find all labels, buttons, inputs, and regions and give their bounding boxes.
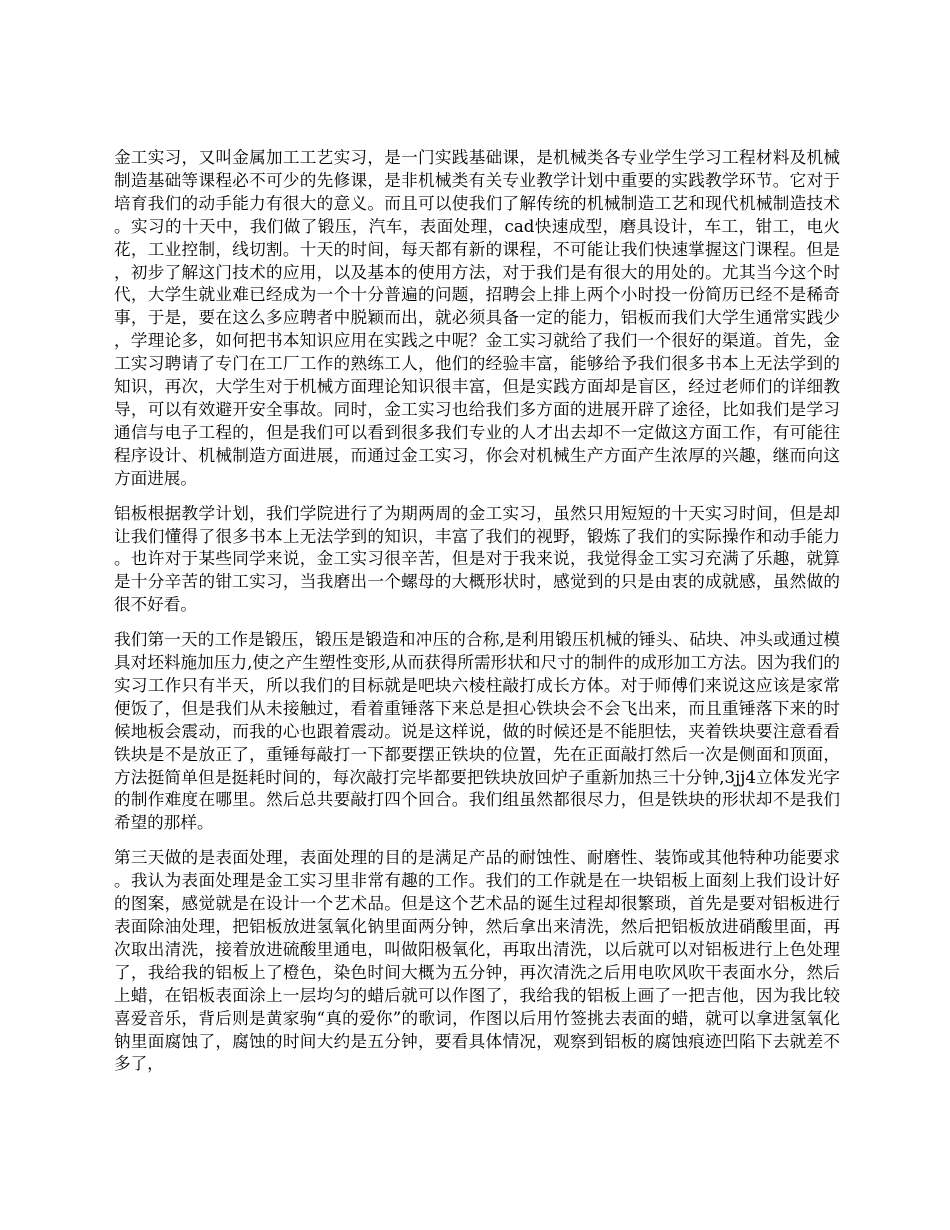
paragraph-forging: 我们第一天的工作是锻压，锻压是锻造和冲压的合称,是利用锻压机械的锤头、砧块、冲头或通过模具对坯料施加压力,使之产生塑性变形,从而获得所需形状和尺寸的制件的成形加工方法。因为我们的实习工作只有半天，所以我们的目标就是吧块六棱柱敲打成长方体。对于师傅们来说这应该是家常便饭了，但是我们从未接触过，看着重锤落下来总是担心铁块会不会飞出来，而且重锤落下来的时候地板会震动，而我的心也跟着震动。说是这样说，做的时候还是不能胆怯，夹着铁块要注意看看铁块是不是放正了，重锤每敲打一下都要摆正铁块的位置，先在正面敲打然后一次是侧面和顶面，方法挺简单但是挺耗时间的，每次敲打完毕都要把铁块放回炉子重新加热三十分钟,3jj4立体发光字的制作难度在哪里。然后总共要敲打四个回合。我们组虽然都很尽力，但是铁块的形状却不是我们希望的那样。: [114, 630, 840, 833]
paragraph-surface-treatment: 第三天做的是表面处理，表面处理的目的是满足产品的耐蚀性、耐磨性、装饰或其他特种功能要求。我认为表面处理是金工实习里非常有趣的工作。我们的工作就是在一块铝板上面刻上我们设计好的图案，感觉就是在设计一个艺术品。但是这个艺术品的诞生过程却很繁琐，首先是要对铝板进行表面除油处理，把铝板放进氢氧化钠里面两分钟，然后拿出来清洗，然后把铝板放进硝酸里面，再次取出清洗，接着放进硫酸里通电，叫做阳极氧化，再取出清洗，以后就可以对铝板进行上色处理了，我给我的铝板上了橙色，染色时间大概为五分钟，再次清洗之后用电吹风吹干表面水分，然后上蜡，在铝板表面涂上一层均匀的蜡后就可以作图了，我给我的铝板上画了一把吉他，因为我比较喜爱音乐，背后则是黄家驹“真的爱你”的歌词，作图以后用竹签挑去表面的蜡，就可以拿进氢氧化钠里面腐蚀了，腐蚀的时间大约是五分钟，要看具体情况，观察到铝板的腐蚀痕迹凹陷下去就差不多了，: [114, 848, 840, 1074]
paragraph-intro: 金工实习，又叫金属加工工艺实习，是一门实践基础课，是机械类各专业学生学习工程材料及机械制造基础等课程必不可少的先修课，是非机械类有关专业教学计划中重要的实践教学环节。它对于培育我们的动手能力有很大的意义。而且可以使我们了解传统的机械制造工艺和现代机械制造技术。实习的十天中，我们做了锻压，汽车，表面处理，cad快速成型，磨具设计，车工，钳工，电火花，工业控制，线切割。十天的时间，每天都有新的课程，不可能让我们快速掌握这门课程。但是，初步了解这门技术的应用，以及基本的使用方法，对于我们是有很大的用处的。尤其当今这个时代，大学生就业难已经成为一个十分普遍的问题，招聘会上排上两个小时投一份简历已经不是稀奇事，于是，要在这么多应聘者中脱颖而出，就必须具备一定的能力，铝板而我们大学生通常实践少，学理论多，如何把书本知识应用在实践之中呢？金工实习就给了我们一个很好的渠道。首先，金工实习聘请了专门在工厂工作的熟练工人，他们的经验丰富，能够给予我们很多书本上无法学到的知识，再次，大学生对于机械方面理论知识很丰富，但是实践方面却是盲区，经过老师们的详细教导，可以有效避开安全事故。同时，金工实习也给我们多方面的进展开辟了途径，比如我们是学习通信与电子工程的，但是我们可以看到很多我们专业的人才出去却不一定做这方面工作，有可能往程序设计、机械制造方面进展，而通过金工实习，你会对机械生产方面产生浓厚的兴趣，继而向这方面进展。: [114, 148, 840, 488]
document-body: [114, 147, 840, 1088]
paragraph-teaching-plan: 铝板根据教学计划，我们学院进行了为期两周的金工实习，虽然只用短短的十天实习时间，但是却让我们懂得了很多书本上无法学到的知识，丰富了我们的视野，锻炼了我们的实际操作和动手能力。也许对于某些同学来说，金工实习很辛苦，但是对于我来说，我觉得金工实习充满了乐趣，就算是十分辛苦的钳工实习，当我磨出一个螺母的大概形状时，感觉到的只是由衷的成就感，虽然做的很不好看。: [114, 503, 840, 615]
